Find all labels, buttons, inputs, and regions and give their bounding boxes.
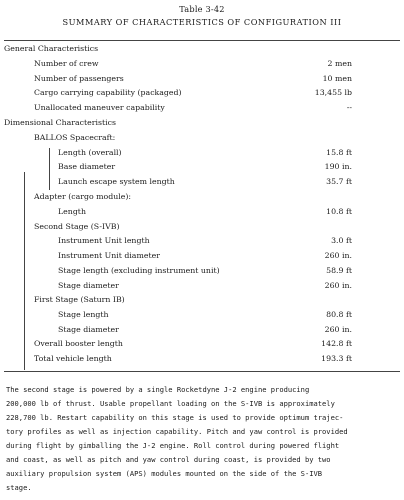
row-label: Cargo carrying capability (packaged) xyxy=(34,88,182,97)
table-row xyxy=(0,74,404,88)
row-value: -- xyxy=(346,103,352,112)
table-row xyxy=(0,192,404,206)
row-value: 260 in. xyxy=(324,281,352,290)
paragraph-line: during flight by gimballing the J-2 engine. Roll control during powered flight xyxy=(6,441,340,450)
row-value: 260 in. xyxy=(324,325,352,334)
indent-guide-line xyxy=(49,148,50,190)
row-value: 3.0 ft xyxy=(331,236,352,245)
row-label: First Stage (Saturn IB) xyxy=(34,295,125,304)
row-value: 193.3 ft xyxy=(321,354,352,363)
table-row xyxy=(0,103,404,117)
row-label: Stage length (excluding instrument unit) xyxy=(58,266,220,275)
paragraph-line: tory profiles as well as injection capability. Pitch and yaw control is provided xyxy=(6,427,348,436)
row-label: Length (overall) xyxy=(58,148,122,157)
table-row xyxy=(0,133,404,147)
paragraph-line: 200,000 lb of thrust. Usable propellant loading on the S-IVB is approximately xyxy=(6,399,335,408)
row-label: Total vehicle length xyxy=(34,354,112,363)
row-label: Number of crew xyxy=(34,59,99,68)
row-value: 190 in. xyxy=(324,162,352,171)
paragraph-line: and coast, as well as pitch and yaw control during coast, is provided by two xyxy=(6,455,331,464)
table-bottom-rule xyxy=(4,371,400,372)
row-label: General Characteristics xyxy=(4,44,99,53)
row-label: Adapter (cargo module): xyxy=(34,192,132,201)
table-title: SUMMARY OF CHARACTERISTICS OF CONFIGURATION III xyxy=(62,17,342,27)
row-value: 80.8 ft xyxy=(326,310,352,319)
table-row xyxy=(0,207,404,221)
table-row xyxy=(0,162,404,176)
table-row xyxy=(0,88,404,102)
table-row xyxy=(0,251,404,265)
table-row xyxy=(0,339,404,353)
paragraph-line: 228,700 lb. Restart capability on this stage is used to provide optimum trajec- xyxy=(6,413,344,422)
table-number: Table 3-42 xyxy=(179,4,225,14)
row-label: BALLOS Spacecraft: xyxy=(34,133,116,142)
row-value: 142.8 ft xyxy=(321,339,352,348)
paragraph-line: stage. xyxy=(6,483,32,492)
row-value: 10.8 ft xyxy=(326,207,352,216)
row-label: Number of passengers xyxy=(34,74,124,83)
row-label: Instrument Unit diameter xyxy=(58,251,160,260)
table-row xyxy=(0,236,404,250)
row-label: Length xyxy=(58,207,86,216)
table-row xyxy=(0,281,404,295)
row-label: Overall booster length xyxy=(34,339,123,348)
row-value: 260 in. xyxy=(324,251,352,260)
row-value: 35.7 ft xyxy=(326,177,352,186)
row-label: Dimensional Characteristics xyxy=(4,118,116,127)
table-row xyxy=(0,59,404,73)
row-value: 2 men xyxy=(327,59,352,68)
table-row xyxy=(0,295,404,309)
row-value: 10 men xyxy=(322,74,352,83)
row-label: Instrument Unit length xyxy=(58,236,150,245)
row-value: 58.9 ft xyxy=(326,266,352,275)
description-paragraph xyxy=(6,383,402,495)
table-row xyxy=(0,44,404,58)
row-label: Stage diameter xyxy=(58,325,119,334)
row-label: Base diameter xyxy=(58,162,116,171)
row-label: Stage diameter xyxy=(58,281,119,290)
indent-guide-line xyxy=(24,172,25,370)
table-row xyxy=(0,325,404,339)
row-label: Stage length xyxy=(58,310,109,319)
table-top-rule xyxy=(4,40,400,41)
table-row xyxy=(0,222,404,236)
paragraph-line: The second stage is powered by a single Rocketdyne J-2 engine producing xyxy=(6,385,310,394)
row-label: Second Stage (S-IVB) xyxy=(34,222,120,231)
table-row xyxy=(0,148,404,162)
table-row xyxy=(0,177,404,191)
table-row xyxy=(0,310,404,324)
paragraph-line: auxiliary propulsion system (APS) modules mounted on the side of the S-IVB xyxy=(6,469,323,478)
row-value: 13,455 lb xyxy=(314,88,352,97)
row-value: 15.8 ft xyxy=(326,148,352,157)
table-row xyxy=(0,118,404,132)
table-row xyxy=(0,354,404,368)
row-label: Unallocated maneuver capability xyxy=(34,103,165,112)
table-row xyxy=(0,266,404,280)
row-label: Launch escape system length xyxy=(58,177,175,186)
